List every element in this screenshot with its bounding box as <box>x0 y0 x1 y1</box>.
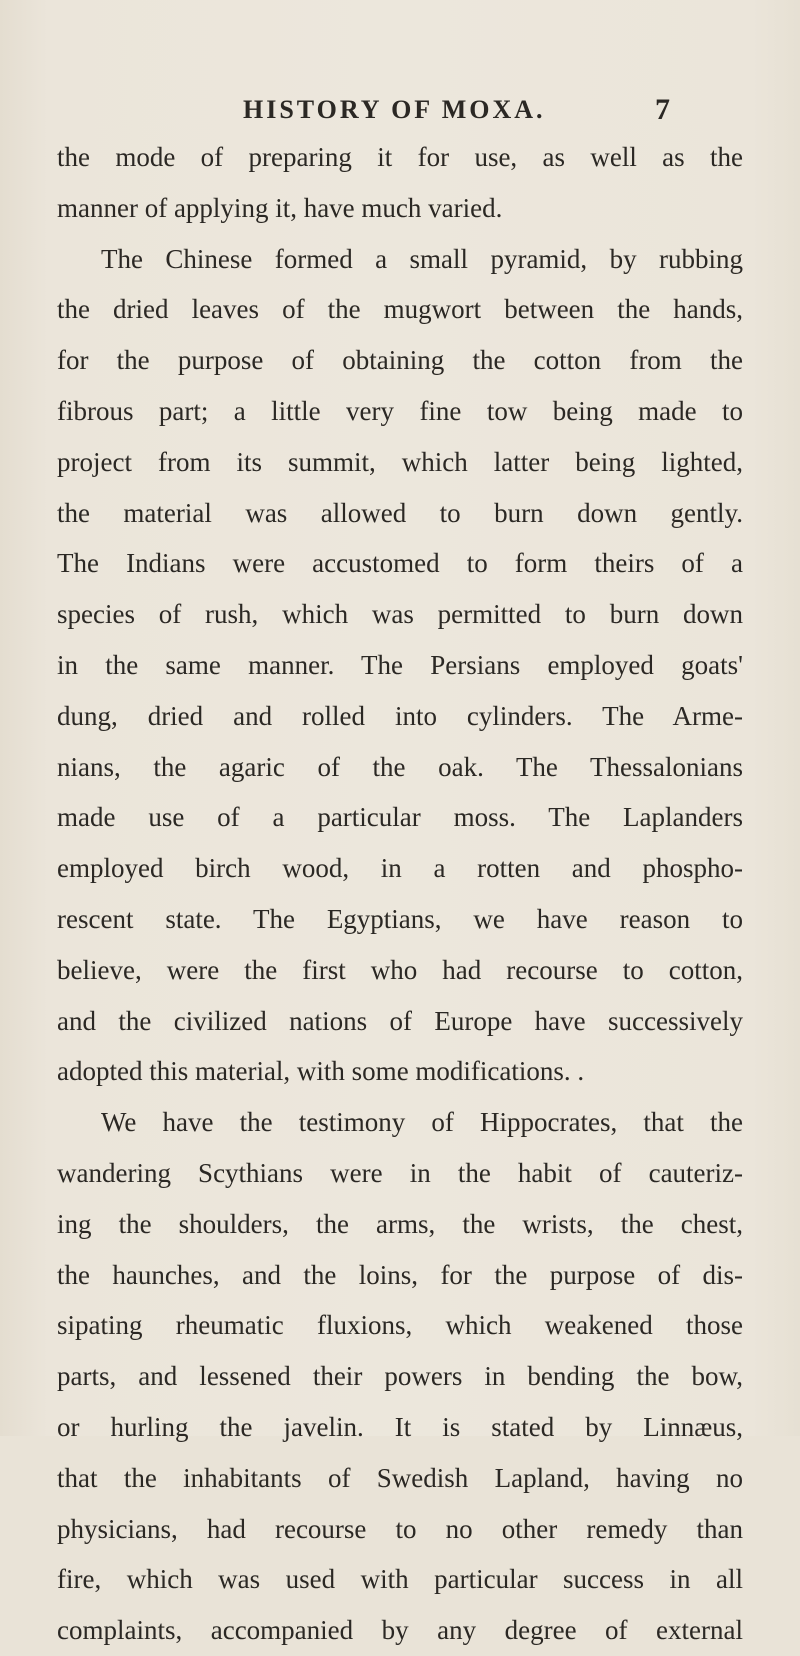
page-header <box>0 94 800 126</box>
text-line: the mode of preparing it for use, as well as the <box>57 142 743 172</box>
text-line: ing the shoulders, the arms, the wrists, the chest, <box>57 1208 743 1239</box>
text-line: the haunches, and the loins, for the purpose of dis- <box>57 1259 743 1290</box>
text-line: and the civilized nations of Europe have successively <box>57 1005 743 1036</box>
text-line: the dried leaves of the mugwort between the hands, <box>57 294 743 325</box>
text-line: The Indians were accustomed to form theirs of a <box>57 548 743 579</box>
body-text <box>57 132 743 1656</box>
text-line: employed birch wood, in a rotten and phospho- <box>57 853 743 884</box>
page-number: 7 <box>655 93 670 126</box>
text-line: fire, which was used with particular success in all <box>57 1564 743 1595</box>
text-line: believe, were the first who had recourse to cotton, <box>57 954 743 985</box>
text-line: adopted this material, with some modifications. . <box>57 1056 585 1087</box>
text-line: manner of applying it, have much varied. <box>57 192 503 223</box>
text-line: the material was allowed to burn down gently. <box>57 497 743 528</box>
text-line: or hurling the javelin. It is stated by Linnæus, <box>57 1411 743 1442</box>
text-line: project from its summit, which latter being lighted, <box>57 446 743 477</box>
text-line: nians, the agaric of the oak. The Thessalonians <box>57 751 743 782</box>
text-line: made use of a particular moss. The Laplanders <box>57 802 743 833</box>
text-line: sipating rheumatic fluxions, which weakened those <box>57 1310 743 1341</box>
text-line: species of rush, which was permitted to burn down <box>57 599 743 630</box>
text-line: for the purpose of obtaining the cotton from the <box>57 345 743 376</box>
text-line: physicians, had recourse to no other remedy than <box>57 1513 743 1544</box>
text-line: in the same manner. The Persians employed goats' <box>57 649 743 680</box>
text-line: wandering Scythians were in the habit of cauteriz- <box>57 1157 743 1188</box>
paragraph-start-line: The Chinese formed a small pyramid, by rubbing <box>101 243 743 274</box>
text-line: complaints, accompanied by any degree of external <box>57 1615 743 1646</box>
text-line: parts, and lessened their powers in bending the bow, <box>57 1361 743 1392</box>
text-line: dung, dried and rolled into cylinders. The Arme- <box>57 700 743 731</box>
text-line: fibrous part; a little very fine tow being made to <box>57 395 743 426</box>
paragraph-start-line: We have the testimony of Hippocrates, that the <box>101 1107 743 1138</box>
text-line: rescent state. The Egyptians, we have reason to <box>57 903 743 934</box>
running-head: HISTORY OF MOXA. <box>243 95 546 124</box>
text-line: that the inhabitants of Swedish Lapland, having no <box>57 1462 743 1493</box>
